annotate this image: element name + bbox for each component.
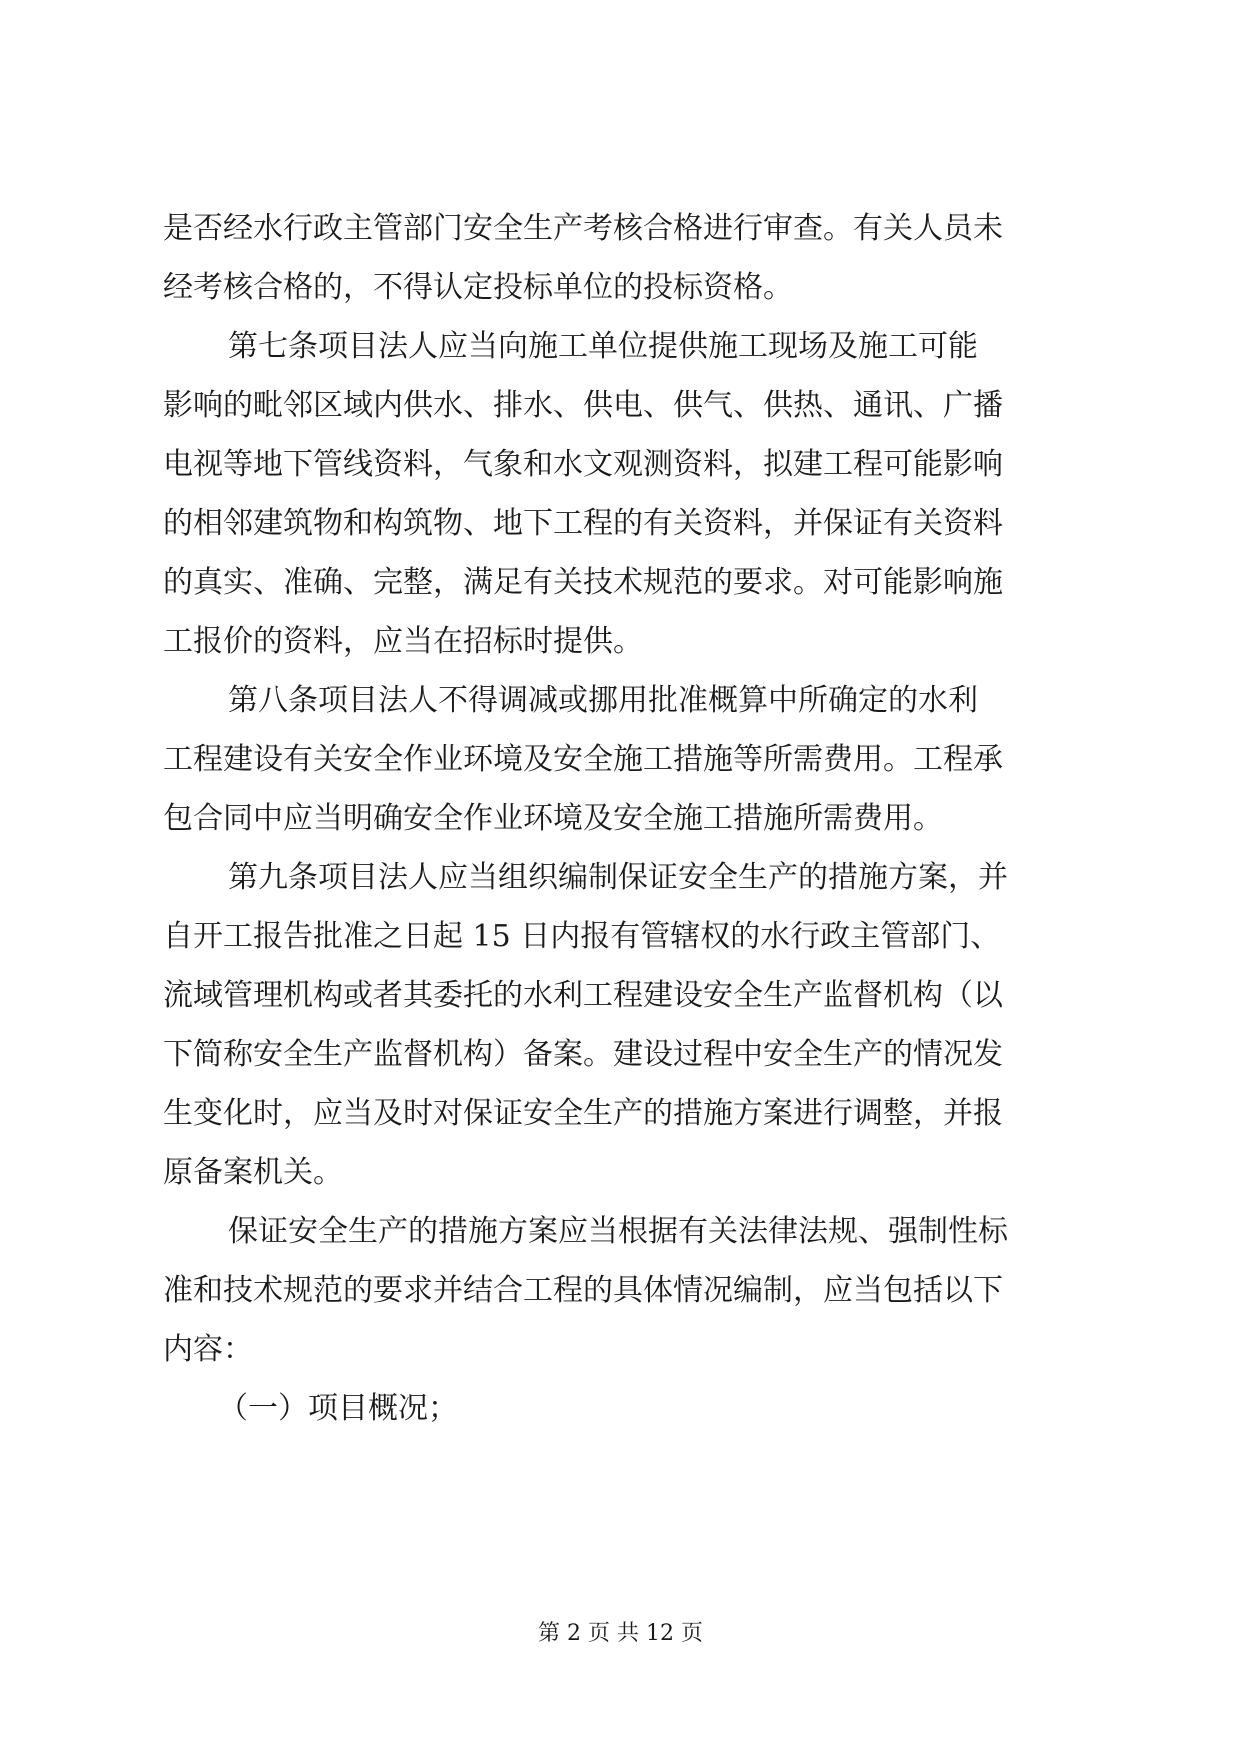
text-line: 的真实、准确、完整，满足有关技术规范的要求。对可能影响施 — [163, 565, 1003, 600]
text-line: 包合同中应当明确安全作业环境及安全施工措施所需费用。 — [163, 801, 943, 836]
text-line: 内容： — [163, 1332, 253, 1367]
text-line: 工程建设有关安全作业环境及安全施工措施等所需费用。工程承 — [163, 742, 1003, 777]
text-line: （一）项目概况； — [218, 1391, 458, 1426]
text-line: 第八条项目法人不得调减或挪用批准概算中所确定的水利 — [228, 683, 978, 718]
text-line: 的相邻建筑物和构筑物、地下工程的有关资料，并保证有关资料 — [163, 506, 1003, 541]
text-line: 第七条项目法人应当向施工单位提供施工现场及施工可能 — [228, 329, 978, 364]
text-line: 影响的毗邻区域内供水、排水、供电、供气、供热、通讯、广播 — [163, 388, 1003, 423]
text-line: 自开工报告批准之日起 15 日内报有管辖权的水行政主管部门、 — [163, 919, 1001, 954]
text-line: 第九条项目法人应当组织编制保证安全生产的措施方案，并 — [228, 860, 1008, 895]
text-line: 原备案机关。 — [163, 1155, 343, 1190]
text-line: 经考核合格的，不得认定投标单位的投标资格。 — [163, 270, 793, 305]
text-line: 生变化时，应当及时对保证安全生产的措施方案进行调整，并报 — [163, 1096, 1003, 1131]
text-line: 是否经水行政主管部门安全生产考核合格进行审查。有关人员未 — [163, 211, 1003, 246]
text-line: 流域管理机构或者其委托的水利工程建设安全生产监督机构（以 — [163, 978, 1003, 1013]
text-line: 电视等地下管线资料，气象和水文观测资料，拟建工程可能影响 — [163, 447, 1003, 482]
text-line: 保证安全生产的措施方案应当根据有关法律法规、强制性标 — [228, 1214, 1008, 1249]
text-line: 准和技术规范的要求并结合工程的具体情况编制，应当包括以下 — [163, 1273, 1003, 1308]
text-line: 工报价的资料，应当在招标时提供。 — [163, 624, 643, 659]
page-number-footer: 第 2 页 共 12 页 — [538, 1621, 703, 1646]
text-line: 下简称安全生产监督机构）备案。建设过程中安全生产的情况发 — [163, 1037, 1003, 1072]
